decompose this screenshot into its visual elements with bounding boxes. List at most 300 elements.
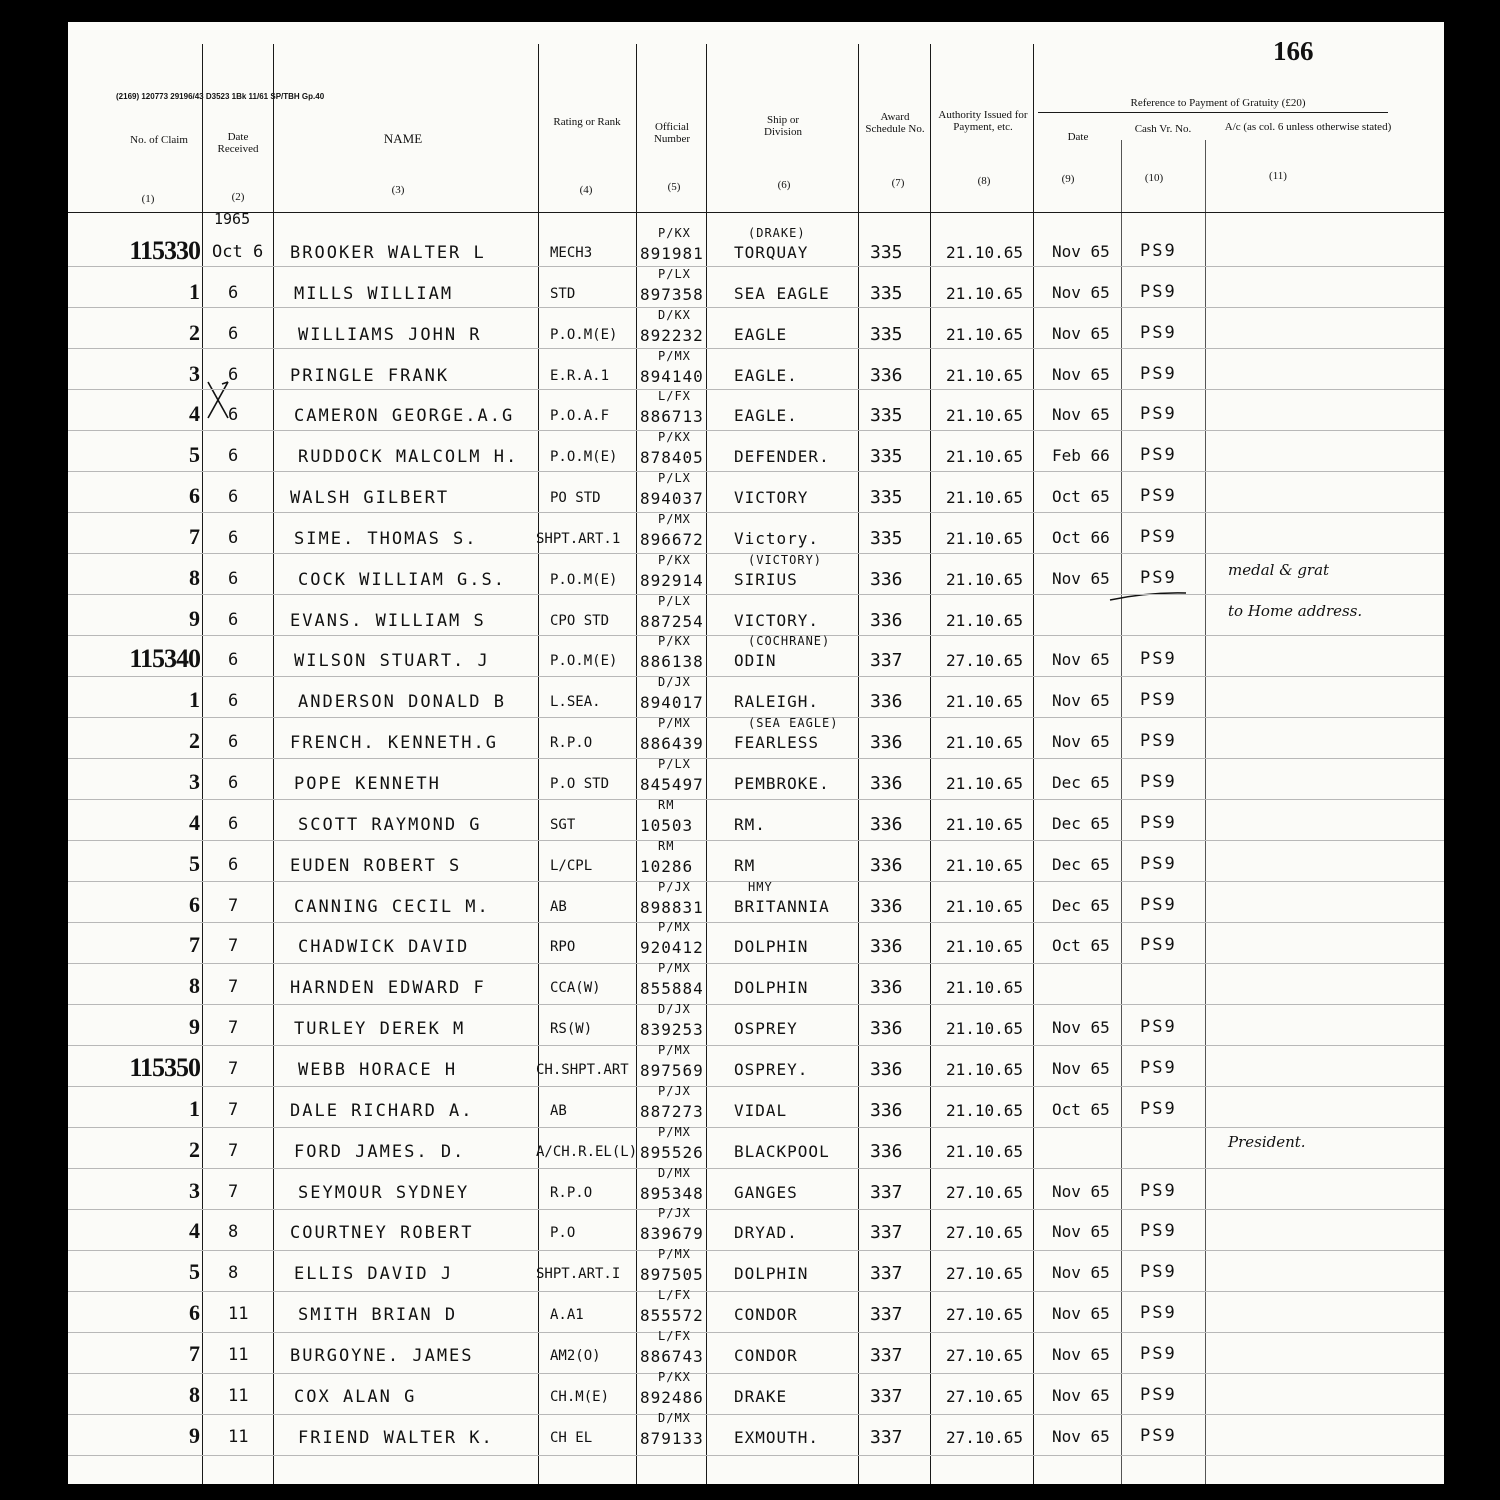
authority-date: 21.10.65: [946, 856, 1024, 875]
claim-number: 9: [189, 606, 200, 631]
ship-note: (SEA EAGLE): [748, 716, 839, 730]
ship-name: EXMOUTH.: [734, 1428, 820, 1447]
cash-voucher: PS9: [1140, 649, 1177, 669]
column-number: (5): [667, 181, 681, 193]
authority-date: 27.10.65: [946, 1346, 1024, 1365]
header-ship: Ship or Division: [764, 114, 802, 138]
date-received: 6: [228, 691, 239, 711]
payment-date: Nov 65: [1052, 1304, 1110, 1323]
claim-number: 8: [189, 565, 200, 590]
ship-name: EAGLE.: [734, 406, 798, 425]
column-rule: [1205, 140, 1206, 1484]
column-number: (6): [777, 179, 791, 191]
authority-date: 21.10.65: [946, 978, 1024, 997]
cash-voucher: PS9: [1140, 241, 1177, 261]
award-schedule: 336: [870, 936, 903, 957]
authority-date: 21.10.65: [946, 774, 1024, 793]
claim-number: 6: [189, 892, 200, 917]
ship-name: RM: [734, 856, 756, 875]
official-prefix: RM: [658, 798, 675, 812]
official-number: 894017: [640, 693, 704, 712]
rating: CPO STD: [550, 613, 610, 629]
authority-date: 21.10.65: [946, 611, 1024, 630]
seaman-name: ANDERSON DONALD B: [298, 692, 506, 712]
official-number: 855572: [640, 1306, 704, 1325]
ship-name: CONDOR: [734, 1346, 798, 1365]
date-received: 7: [228, 1100, 239, 1120]
claim-number: 9: [189, 1014, 200, 1039]
award-schedule: 336: [870, 365, 903, 386]
date-received: 7: [228, 896, 239, 916]
authority-date: 21.10.65: [946, 1060, 1024, 1079]
seaman-name: WEBB HORACE H: [298, 1060, 458, 1080]
cash-voucher: PS9: [1140, 486, 1177, 506]
official-number: 897358: [640, 285, 704, 304]
seaman-name: FRENCH. KENNETH.G: [290, 733, 498, 753]
payment-date: Nov 65: [1052, 732, 1110, 751]
cross-mark-icon: [206, 380, 230, 420]
official-prefix: P/JX: [658, 880, 691, 894]
rating: SHPT.ART.1: [536, 531, 621, 547]
cash-voucher: PS9: [1140, 1058, 1177, 1078]
official-prefix: P/KX: [658, 1370, 691, 1384]
official-prefix: P/MX: [658, 961, 691, 975]
payment-date: Feb 66: [1052, 446, 1110, 465]
ship-name: DRAKE: [734, 1387, 788, 1406]
claim-number: 4: [189, 810, 200, 835]
official-prefix: P/MX: [658, 716, 691, 730]
column-number: (8): [977, 175, 991, 187]
official-number: 897505: [640, 1265, 704, 1284]
authority-date: 21.10.65: [946, 366, 1024, 385]
payment-date: Oct 65: [1052, 487, 1110, 506]
award-schedule: 336: [870, 1100, 903, 1121]
cash-voucher: PS9: [1140, 813, 1177, 833]
claim-number: 2: [189, 728, 200, 753]
seaman-name: EVANS. WILLIAM S: [290, 611, 486, 631]
ship-name: GANGES: [734, 1183, 798, 1202]
ship-name: EAGLE: [734, 325, 788, 344]
claim-number: 2: [189, 320, 200, 345]
rating: P.O STD: [550, 776, 610, 792]
official-prefix: D/JX: [658, 675, 691, 689]
payment-date: Nov 65: [1052, 242, 1110, 261]
official-prefix: P/JX: [658, 1084, 691, 1098]
award-schedule: 337: [870, 1222, 903, 1243]
official-number: 839679: [640, 1224, 704, 1243]
official-prefix: P/KX: [658, 634, 691, 648]
seaman-name: COX ALAN G: [294, 1387, 417, 1407]
award-schedule: 335: [870, 528, 903, 549]
column-number: (3): [391, 184, 405, 196]
column-rule: [930, 44, 931, 1484]
ship-name: VICTORY.: [734, 611, 820, 630]
date-received: 6: [228, 446, 239, 466]
rating: STD: [550, 286, 576, 302]
claim-number: 8: [189, 1382, 200, 1407]
authority-date: 21.10.65: [946, 1101, 1024, 1120]
date-received: 6: [228, 324, 239, 344]
seaman-name: PRINGLE FRANK: [290, 366, 450, 386]
row-rule: [68, 840, 1444, 841]
rating: RPO: [550, 939, 576, 955]
row-rule: [68, 963, 1444, 964]
official-prefix: P/KX: [658, 553, 691, 567]
remark: to Home address.: [1228, 602, 1363, 620]
seaman-name: BROOKER WALTER L: [290, 243, 486, 263]
row-rule: [68, 430, 1444, 431]
payment-date: Nov 65: [1052, 1345, 1110, 1364]
claim-number: 5: [189, 851, 200, 876]
official-prefix: P/MX: [658, 512, 691, 526]
official-prefix: P/LX: [658, 267, 691, 281]
seaman-name: EUDEN ROBERT S: [290, 856, 462, 876]
award-schedule: 336: [870, 1141, 903, 1162]
seaman-name: TURLEY DEREK M: [294, 1019, 466, 1039]
column-number: (4): [579, 184, 593, 196]
ship-name: DOLPHIN: [734, 937, 809, 956]
cash-voucher: PS9: [1140, 527, 1177, 547]
authority-date: 27.10.65: [946, 1183, 1024, 1202]
date-received: 6: [228, 528, 239, 548]
claim-number: 7: [189, 932, 200, 957]
authority-date: 27.10.65: [946, 1428, 1024, 1447]
rating: P.O: [550, 1225, 576, 1241]
claim-number: 3: [189, 361, 200, 386]
remark: medal & grat: [1228, 561, 1330, 579]
seaman-name: SMITH BRIAN D: [298, 1305, 458, 1325]
rating: P.O.M(E): [550, 327, 618, 343]
ship-name: DOLPHIN: [734, 978, 809, 997]
award-schedule: 336: [870, 855, 903, 876]
authority-date: 21.10.65: [946, 325, 1024, 344]
header-date-received: Date Received: [217, 131, 259, 155]
official-number: 887254: [640, 612, 704, 631]
award-schedule: 336: [870, 732, 903, 753]
dash-mark: [1108, 590, 1188, 602]
authority-date: 21.10.65: [946, 570, 1024, 589]
authority-date: 27.10.65: [946, 1223, 1024, 1242]
row-rule: [68, 1127, 1444, 1128]
authority-date: 21.10.65: [946, 733, 1024, 752]
ship-name: CONDOR: [734, 1305, 798, 1324]
official-number: 839253: [640, 1020, 704, 1039]
rating: CH EL: [550, 1430, 593, 1446]
ship-name: RM.: [734, 815, 766, 834]
payment-date: Nov 65: [1052, 1182, 1110, 1201]
award-schedule: 337: [870, 1345, 903, 1366]
cash-voucher: PS9: [1140, 731, 1177, 751]
seaman-name: ELLIS DAVID J: [294, 1264, 454, 1284]
award-schedule: 335: [870, 324, 903, 345]
payment-date: Dec 65: [1052, 814, 1110, 833]
seaman-name: COURTNEY ROBERT: [290, 1223, 474, 1243]
payment-date: Nov 65: [1052, 324, 1110, 343]
page-number: 166: [1273, 36, 1314, 66]
claim-number: 6: [189, 1300, 200, 1325]
claim-number: 2: [189, 1137, 200, 1162]
award-schedule: 336: [870, 569, 903, 590]
cash-voucher: PS9: [1140, 1344, 1177, 1364]
header-cash-voucher: Cash Vr. No.: [1134, 123, 1192, 135]
date-received: 6: [228, 365, 239, 385]
ship-name: EAGLE.: [734, 366, 798, 385]
seaman-name: HARNDEN EDWARD F: [290, 978, 486, 998]
payment-date: Dec 65: [1052, 855, 1110, 874]
payment-date: Nov 65: [1052, 405, 1110, 424]
cash-voucher: PS9: [1140, 404, 1177, 424]
rating: A/CH.R.EL(L): [536, 1144, 638, 1160]
seaman-name: SEYMOUR SYDNEY: [298, 1183, 470, 1203]
claim-number: 7: [189, 524, 200, 549]
rating: AB: [550, 1103, 567, 1119]
date-received: Oct 6: [212, 242, 264, 262]
rating: R.P.O: [550, 735, 593, 751]
seaman-name: RUDDOCK MALCOLM H.: [298, 447, 519, 467]
official-number: 896672: [640, 530, 704, 549]
award-schedule: 336: [870, 610, 903, 631]
row-rule: [68, 266, 1444, 267]
award-schedule: 337: [870, 1386, 903, 1407]
authority-date: 27.10.65: [946, 1305, 1024, 1324]
row-rule: [68, 1045, 1444, 1046]
award-schedule: 336: [870, 773, 903, 794]
claim-number: 4: [189, 1218, 200, 1243]
ship-name: PEMBROKE.: [734, 774, 830, 793]
date-received: 6: [228, 487, 239, 507]
cash-voucher: PS9: [1140, 690, 1177, 710]
seaman-name: MILLS WILLIAM: [294, 284, 454, 304]
claim-number: 1: [189, 279, 200, 304]
row-rule: [68, 758, 1444, 759]
column-rule: [858, 44, 859, 1484]
authority-date: 21.10.65: [946, 897, 1024, 916]
authority-date: 27.10.65: [946, 651, 1024, 670]
payment-date: Nov 65: [1052, 1427, 1110, 1446]
ship-name: RALEIGH.: [734, 692, 820, 711]
seaman-name: CAMERON GEORGE.A.G: [294, 406, 515, 426]
authority-date: 21.10.65: [946, 815, 1024, 834]
date-received: 11: [228, 1386, 249, 1406]
date-received: 11: [228, 1345, 249, 1365]
ledger-page: [68, 22, 1444, 1484]
award-schedule: 336: [870, 896, 903, 917]
award-schedule: 335: [870, 446, 903, 467]
seaman-name: SCOTT RAYMOND G: [298, 815, 482, 835]
payment-date: Oct 65: [1052, 1100, 1110, 1119]
column-number: (2): [231, 191, 245, 203]
header-claim-no: No. of Claim: [130, 134, 188, 146]
seaman-name: BURGOYNE. JAMES: [290, 1346, 474, 1366]
ship-note: HMY: [748, 880, 773, 894]
official-number: 886439: [640, 734, 704, 753]
row-rule: [68, 348, 1444, 349]
claim-number: 1: [189, 1096, 200, 1121]
claim-number: 5: [189, 1259, 200, 1284]
date-received: 7: [228, 936, 239, 956]
official-number: 920412: [640, 938, 704, 957]
remark: President.: [1228, 1133, 1306, 1151]
rating: CH.M(E): [550, 1389, 610, 1405]
official-number: 10503: [640, 816, 694, 835]
ship-name: OSPREY: [734, 1019, 798, 1038]
column-rule: [1121, 140, 1122, 1484]
claim-number: 115350: [129, 1053, 200, 1082]
claim-number: 115330: [129, 236, 200, 265]
date-received: 8: [228, 1222, 239, 1242]
cash-voucher: PS9: [1140, 1303, 1177, 1323]
ship-name: Victory.: [734, 529, 820, 548]
official-prefix: P/KX: [658, 430, 691, 444]
header-name: NAME: [383, 131, 423, 146]
cash-voucher: PS9: [1140, 568, 1177, 588]
row-rule: [68, 1455, 1444, 1456]
ship-name: DRYAD.: [734, 1223, 798, 1242]
official-prefix: D/JX: [658, 1002, 691, 1016]
payment-date: Dec 65: [1052, 896, 1110, 915]
claim-number: 6: [189, 483, 200, 508]
official-number: 898831: [640, 898, 704, 917]
rating: P.O.M(E): [550, 572, 618, 588]
column-number: (7): [891, 177, 905, 189]
claim-number: 7: [189, 1341, 200, 1366]
official-prefix: P/MX: [658, 1247, 691, 1261]
column-rule: [1033, 44, 1034, 1484]
date-received: 7: [228, 1141, 239, 1161]
seaman-name: COCK WILLIAM G.S.: [298, 570, 506, 590]
cash-voucher: PS9: [1140, 1181, 1177, 1201]
rating: L/CPL: [550, 858, 593, 874]
authority-date: 21.10.65: [946, 692, 1024, 711]
official-prefix: P/MX: [658, 1043, 691, 1057]
payment-date: Nov 65: [1052, 569, 1110, 588]
claim-number: 4: [189, 401, 200, 426]
column-rule: [706, 44, 707, 1484]
header-award-schedule: Award Schedule No.: [865, 111, 925, 135]
official-number: 892486: [640, 1388, 704, 1407]
official-prefix: L/FX: [658, 1329, 691, 1343]
date-received: 6: [228, 569, 239, 589]
official-number: 845497: [640, 775, 704, 794]
row-rule: [68, 676, 1444, 677]
payment-date: Nov 65: [1052, 1059, 1110, 1078]
header-authority: Authority Issued for Payment, etc.: [938, 109, 1028, 133]
payment-date: Nov 65: [1052, 1222, 1110, 1241]
official-prefix: D/KX: [658, 308, 691, 322]
date-received: 7: [228, 1182, 239, 1202]
header-ac: A/c (as col. 6 unless otherwise stated): [1224, 121, 1392, 133]
cash-voucher: PS9: [1140, 364, 1177, 384]
cash-voucher: PS9: [1140, 1426, 1177, 1446]
award-schedule: 337: [870, 1427, 903, 1448]
seaman-name: WILLIAMS JOHN R: [298, 325, 482, 345]
rating: SGT: [550, 817, 576, 833]
rating: RS(W): [550, 1021, 593, 1037]
ship-name: OSPREY.: [734, 1060, 809, 1079]
column-number: (1): [141, 193, 155, 205]
official-number: 886138: [640, 652, 704, 671]
official-prefix: P/MX: [658, 920, 691, 934]
award-schedule: 336: [870, 691, 903, 712]
ship-note: (VICTORY): [748, 553, 823, 567]
award-schedule: 337: [870, 650, 903, 671]
award-schedule: 337: [870, 1304, 903, 1325]
cash-voucher: PS9: [1140, 1221, 1177, 1241]
ship-name: BLACKPOOL: [734, 1142, 830, 1161]
date-received: 6: [228, 283, 239, 303]
ship-note: (DRAKE): [748, 226, 806, 240]
award-schedule: 337: [870, 1263, 903, 1284]
rating: R.P.O: [550, 1185, 593, 1201]
official-number: 886743: [640, 1347, 704, 1366]
date-received: 7: [228, 977, 239, 997]
row-rule: [68, 1086, 1444, 1087]
cash-voucher: PS9: [1140, 895, 1177, 915]
rating: P.O.M(E): [550, 653, 618, 669]
ship-name: DEFENDER.: [734, 447, 830, 466]
ship-name: TORQUAY: [734, 243, 809, 262]
rating: SHPT.ART.I: [536, 1266, 621, 1282]
row-rule: [68, 1414, 1444, 1415]
award-schedule: 335: [870, 405, 903, 426]
rating: CCA(W): [550, 980, 601, 996]
seaman-name: DALE RICHARD A.: [290, 1101, 474, 1121]
payment-date: Nov 65: [1052, 1018, 1110, 1037]
row-rule: [68, 799, 1444, 800]
rating: AB: [550, 899, 567, 915]
header-official-number: Official Number: [653, 121, 691, 145]
claim-number: 1: [189, 687, 200, 712]
payment-date: Dec 65: [1052, 773, 1110, 792]
rating: A.A1: [550, 1307, 584, 1323]
payment-date: Nov 65: [1052, 1386, 1110, 1405]
authority-date: 21.10.65: [946, 1142, 1024, 1161]
column-number: (10): [1144, 172, 1164, 184]
ship-name: FEARLESS: [734, 733, 820, 752]
claim-number: 9: [189, 1423, 200, 1448]
official-number: 891981: [640, 244, 704, 263]
seaman-name: FORD JAMES. D.: [294, 1142, 466, 1162]
seaman-name: WILSON STUART. J: [294, 651, 490, 671]
official-number: 894140: [640, 367, 704, 386]
official-number: 892232: [640, 326, 704, 345]
award-schedule: 335: [870, 487, 903, 508]
official-prefix: P/LX: [658, 471, 691, 485]
ship-name: VIDAL: [734, 1101, 788, 1120]
header-pay-date: Date: [1067, 131, 1089, 143]
award-schedule: 337: [870, 1182, 903, 1203]
date-received: 6: [228, 773, 239, 793]
date-received: 6: [228, 405, 239, 425]
rating: P.O.M(E): [550, 449, 618, 465]
row-rule: [68, 471, 1444, 472]
row-rule: [68, 1168, 1444, 1169]
official-prefix: P/LX: [658, 757, 691, 771]
rating: MECH3: [550, 245, 593, 261]
date-received: 6: [228, 855, 239, 875]
official-number: 895348: [640, 1184, 704, 1203]
seaman-name: POPE KENNETH: [294, 774, 441, 794]
header-rating: Rating or Rank: [553, 116, 621, 128]
date-received: 7: [228, 1059, 239, 1079]
official-prefix: RM: [658, 839, 675, 853]
date-received: 6: [228, 610, 239, 630]
rating: E.R.A.1: [550, 368, 610, 384]
official-number: 895526: [640, 1143, 704, 1162]
date-received: 11: [228, 1304, 249, 1324]
payment-date: Nov 65: [1052, 283, 1110, 302]
date-received: 11: [228, 1427, 249, 1447]
